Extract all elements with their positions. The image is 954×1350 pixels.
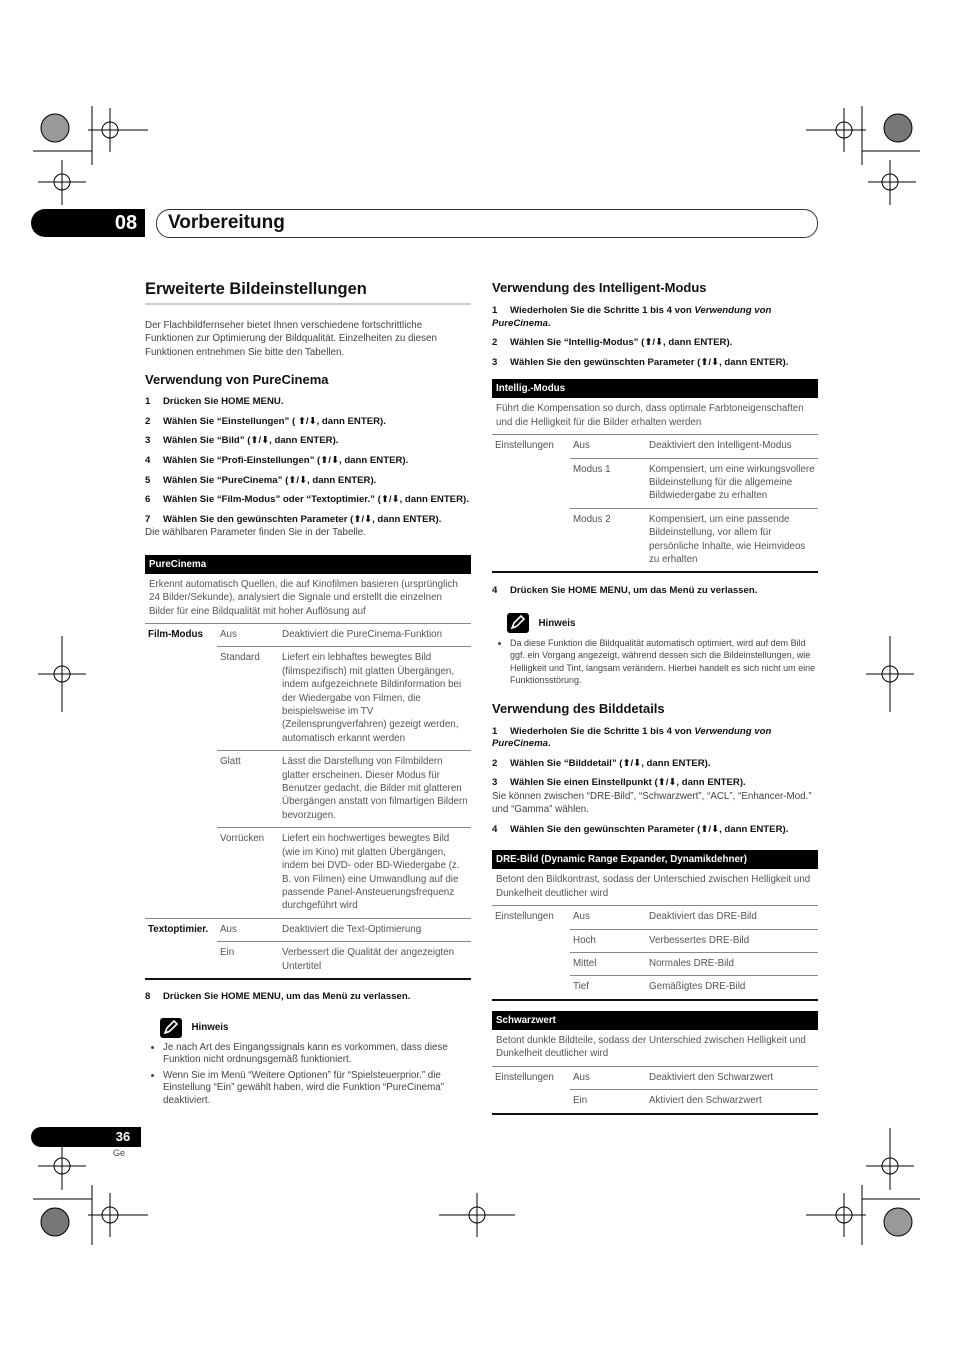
step: 2 Wählen Sie “Einstellungen” ( ⬆/⬇, dann ENTER). [145, 415, 386, 427]
step: 5 Wählen Sie “PureCinema” (⬆/⬇, dann ENTER). [145, 474, 377, 486]
table-row: Einstellungen Aus Deaktiviert den Intelligent-Modus [495, 440, 792, 452]
table-description: Erkennt automatisch Quellen, die auf Kinofilmen basieren (ursprünglich 24 Bilder/Sekunde), analysiert die Signale und erstellt die einzelnen Bilder für eine Bildqualität mit hoher Auflösung auf [145, 574, 471, 624]
table-row: Modus 2 Kompensiert, um eine passende Bildeinstellung, vor allem für persönliche Inhalte, wie Heimvideos zu erhalten [492, 508, 818, 571]
purecinema-heading: Verwendung von PureCinema [145, 372, 329, 388]
note-title: Hinweis [538, 617, 576, 629]
table-row: Modus 1 Kompensiert, um eine wirkungsvollere Bildeinstellung für die allgemeine Bildwiedergabe zu erhalten [492, 458, 818, 508]
purecinema-steps [145, 396, 471, 540]
note-list [145, 1042, 471, 1108]
table-row: Hoch Verbessertes DRE-Bild [492, 929, 818, 952]
intelligent-mode-heading: Verwendung des Intelligent-Modus [492, 280, 707, 295]
table-row: Textoptimier. Aus Deaktiviert die Text-Optimierung [145, 918, 471, 941]
step: 1 Wiederholen Sie die Schritte 1 bis 4 von Verwendung von PureCinema. [492, 305, 772, 329]
step: 3 Wählen Sie den gewünschten Parameter (⬆/⬇, dann ENTER). [492, 356, 789, 368]
step: 2 Wählen Sie “Bilddetail” (⬆/⬇, dann ENTER). [492, 757, 711, 769]
step: 1 Wiederholen Sie die Schritte 1 bis 4 von Verwendung von PureCinema. [492, 725, 772, 750]
step: 4 Wählen Sie “Profi-Einstellungen” (⬆/⬇, dann ENTER). [145, 455, 409, 466]
left-column [145, 280, 471, 1111]
step: 1 Drücken Sie HOME MENU. [145, 396, 284, 408]
table-row: Film-Modus Aus Deaktiviert die PureCinema-Funktion [148, 629, 443, 640]
table-row: Ein Aktiviert den Schwarzwert [492, 1090, 818, 1113]
chapter-title: Vorbereitung [168, 212, 285, 233]
table-header: DRE-Bild (Dynamic Range Expander, Dynamikdehner) [492, 850, 818, 869]
note-item: • Wenn Sie im Menü “Weitere Optionen” für “Spielsteuerprior.” die Einstellung “Ein” gewählt haben, wird die Funktion “PureCinema” deaktiviert. [163, 1070, 471, 1108]
note-list [492, 637, 818, 687]
step: 4 Wählen Sie den gewünschten Parameter (⬆/⬇, dann ENTER). [492, 823, 789, 835]
intro-text: Der Flachbildfernseher bietet Ihnen verschiedene fortschrittliche Funktionen zur Optimierung der Bildqualität. Einzelheiten zu diesen Funktionen entnehmen Sie bitte den Tabellen. [145, 320, 437, 358]
step: 3 Wählen Sie einen Einstellpunkt (⬆/⬇, dann ENTER). [492, 777, 746, 789]
pencil-note-icon [507, 613, 529, 633]
right-column [492, 280, 818, 1115]
note-block [507, 613, 818, 633]
table-row: Einstellungen Aus Deaktiviert das DRE-Bild [495, 911, 757, 923]
step: 2 Wählen Sie “Intellig-Modus” (⬆/⬇, dann ENTER). [492, 337, 733, 349]
section-heading: Erweiterte Bildeinstellungen [145, 280, 471, 305]
note-block [160, 1018, 471, 1038]
purecinema-table [145, 555, 471, 980]
table-description: Betont dunkle Bildteile, sodass der Unterschied zwischen Helligkeit und Dunkelheit deutlicher wird [492, 1030, 818, 1067]
step: 7 Wählen Sie den gewünschten Parameter (⬆/⬇, dann ENTER). [145, 513, 442, 525]
language-code: Ge [113, 1148, 126, 1158]
table-row: Mittel Normales DRE-Bild [492, 953, 818, 976]
table-header: PureCinema [145, 555, 471, 574]
picture-detail-heading: Verwendung des Bilddetails [492, 700, 665, 716]
pencil-note-icon [160, 1018, 182, 1038]
intelligent-mode-table [492, 379, 818, 573]
table-header: Intellig.-Modus [492, 379, 818, 398]
intelligent-mode-steps [492, 305, 818, 369]
table-row: Tief Gemäßigtes DRE-Bild [492, 976, 818, 999]
step-note: Die wählbaren Parameter finden Sie in der Tabelle. [145, 527, 366, 539]
table-row: Ein Verbessert die Qualität der angezeigten Untertitel [145, 942, 471, 978]
table-header: Schwarzwert [492, 1011, 818, 1030]
table-description: Führt die Kompensation so durch, dass optimale Farbtoneigenschaften und die Helligkeit für die Bilder erhalten werden [492, 398, 818, 435]
chapter-number: 08 [114, 212, 138, 234]
step: 4 Drücken Sie HOME MENU, um das Menü zu verlassen. [492, 585, 758, 597]
black-level-table [492, 1011, 818, 1115]
step: 6 Wählen Sie “Film-Modus” oder “Textoptimier.” (⬆/⬇, dann ENTER). [145, 494, 469, 506]
step: 3 Wählen Sie “Bild” (⬆/⬇, dann ENTER). [145, 435, 339, 447]
table-row: Glatt Lässt die Darstellung von Filmbildern glatter erscheinen. Dieser Modus für Benutzer gedacht, die Bilder mit glatteren Übergängen anstatt von filmartigen Bildern bevorzugen. [145, 751, 471, 828]
table-row: Standard Liefert ein lebhaftes bewegtes Bild (filmspezifisch) mit glatten Übergängen, indem aufgezeichnete Bildinformation bei der Wiedergabe von Filmen, die beispielsweise im TV (Zeilensprungverfahren) gezeigt werden, automatisch erkannt werden [145, 647, 471, 751]
table-row: Vorrücken Liefert ein hochwertiges bewegtes Bild (wie im Kino) mit glatten Übergängen, indem bei DVD- oder BD-Wiedergabe (z. B. von Filmen) eine Umwandlung auf die passende Panel-Ansteuerungsfrequenz durchgeführt wird [145, 828, 471, 918]
page-number: 36 [115, 1129, 131, 1144]
table-row: Einstellungen Aus Deaktiviert den Schwarzwert [495, 1071, 774, 1083]
note-item: • Da diese Funktion die Bildqualität automatisch optimiert, wird auf dem Bild ggf. ein Vorgang angezeigt, während dessen sich die Bildeinstellungen, wie Helligkeit und Tint, langsam verändern. Hierbei handelt es sich nicht um eine Funktionsstörung. [510, 637, 818, 687]
dre-table [492, 850, 818, 1000]
table-description: Betont den Bildkontrast, sodass der Unterschied zwischen Helligkeit und Dunkelheit deutlicher wird [492, 869, 818, 906]
picture-detail-steps [492, 726, 818, 837]
note-title: Hinweis [191, 1022, 229, 1034]
note-item: • Je nach Art des Eingangssignals kann es vorkommen, dass diese Funktion nicht ordnungsgemäß funktioniert. [163, 1042, 471, 1067]
step: 8 Drücken Sie HOME MENU, um das Menü zu verlassen. [145, 990, 411, 1002]
step-note: Sie können zwischen “DRE-Bild”, “Schwarzwert”, “ACL”, “Enhancer-Mod.” und “Gamma” wählen. [492, 791, 812, 816]
